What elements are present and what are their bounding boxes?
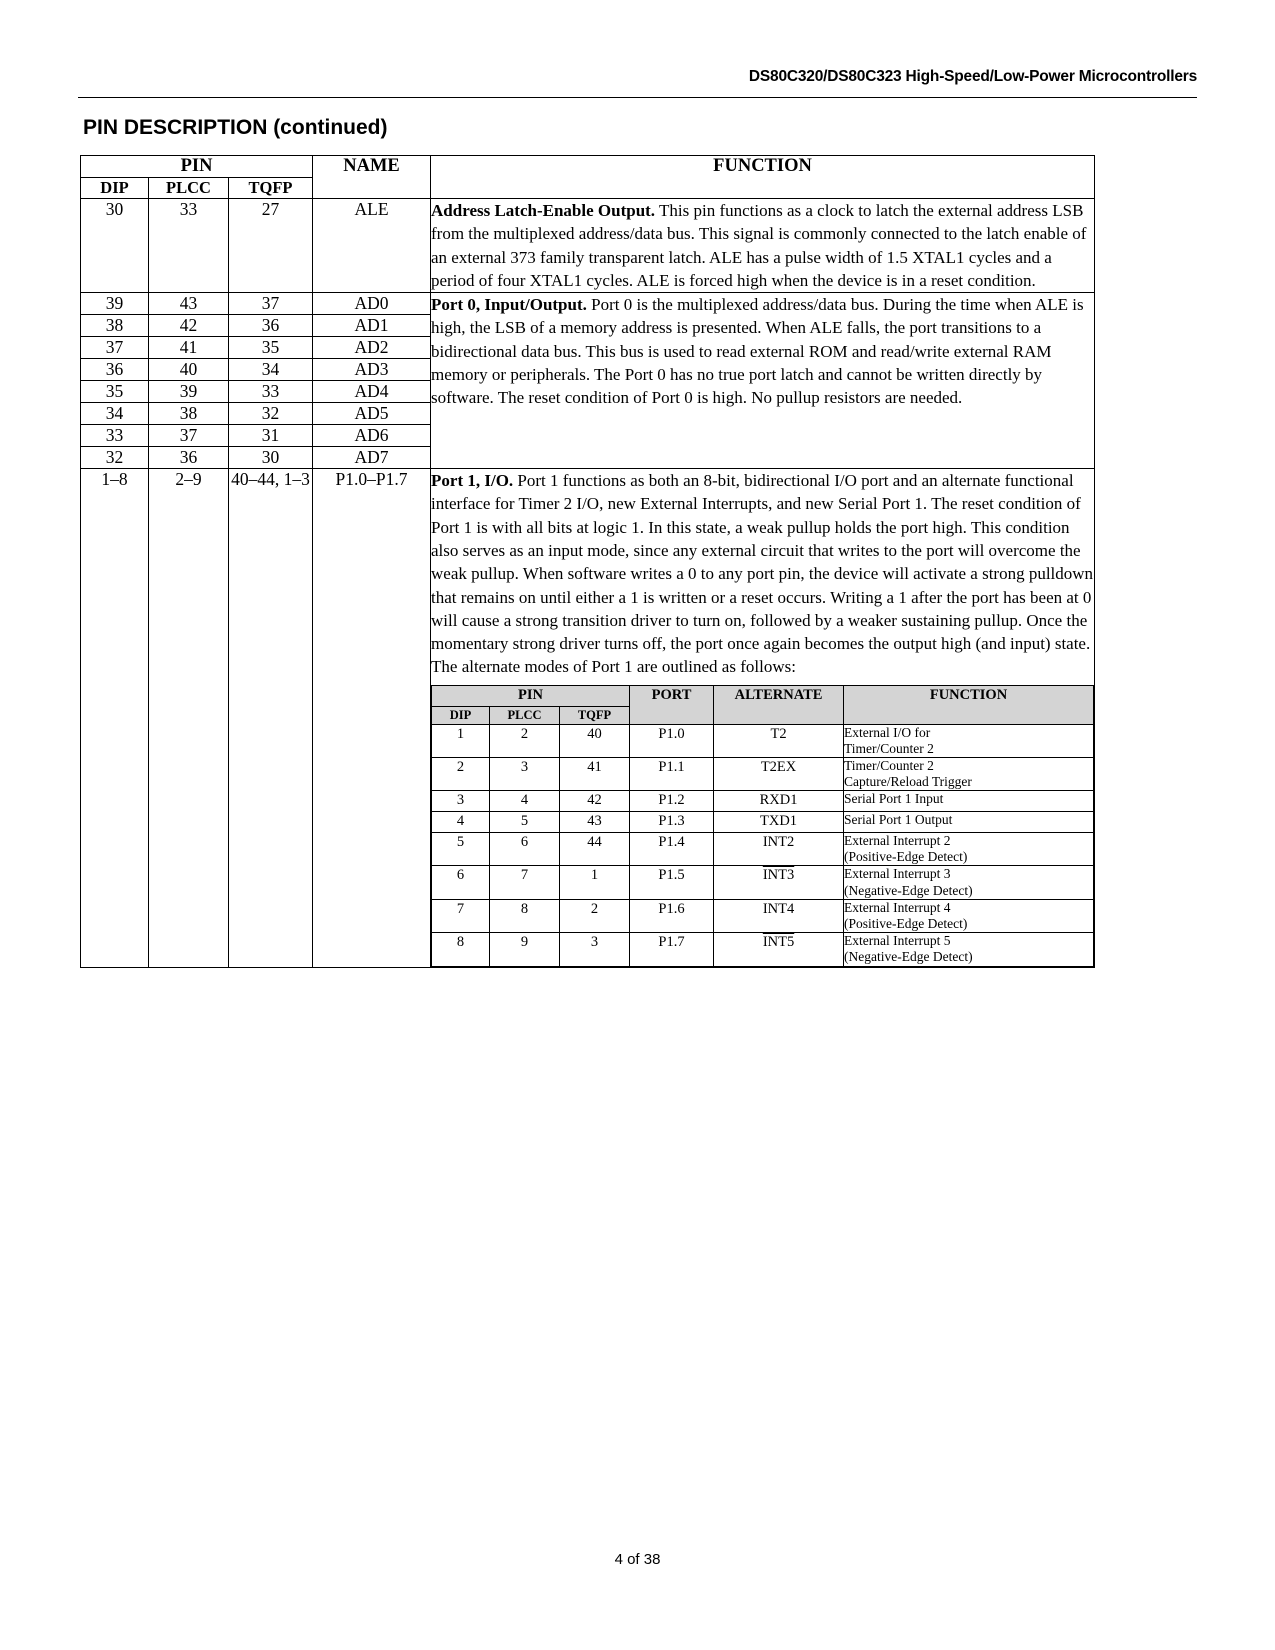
subheader-alternate: ALTERNATE	[714, 685, 844, 724]
cell-plcc: 36	[149, 447, 229, 469]
function-line-1: Timer/Counter 2	[844, 758, 934, 774]
subcell-function	[844, 791, 1094, 812]
subcell-dip: 8	[432, 933, 490, 966]
cell-name: AD3	[313, 359, 431, 381]
cell-tqfp: 34	[229, 359, 313, 381]
subcell-plcc: 4	[490, 791, 560, 812]
function-title: Port 0, Input/Output.	[431, 295, 587, 315]
cell-tqfp: 30	[229, 447, 313, 469]
subcell-plcc: 9	[490, 933, 560, 966]
subcell-tqfp: 3	[560, 933, 630, 966]
subcell-port: P1.3	[630, 812, 714, 833]
function-line-2: (Positive-Edge Detect)	[844, 916, 968, 932]
subcell-function	[844, 866, 1094, 899]
table-row	[81, 469, 1095, 967]
subcell-plcc: 8	[490, 899, 560, 932]
cell-plcc: 38	[149, 403, 229, 425]
table-row	[81, 199, 1095, 293]
cell-name: P1.0–P1.7	[313, 469, 431, 967]
subheader-dip: DIP	[432, 706, 490, 724]
subcell-tqfp: 2	[560, 899, 630, 932]
header-plcc: PLCC	[149, 178, 229, 199]
subcell-function	[844, 758, 1094, 791]
cell-dip: 38	[81, 315, 149, 337]
cell-function	[431, 469, 1095, 967]
subcell-function	[844, 724, 1094, 757]
function-line-1: External Interrupt 5	[844, 933, 951, 949]
subcell-dip: 2	[432, 758, 490, 791]
cell-plcc: 39	[149, 381, 229, 403]
cell-name: AD6	[313, 425, 431, 447]
subcell-port: P1.1	[630, 758, 714, 791]
cell-tqfp: 40–44, 1–3	[229, 469, 313, 967]
subcell-function	[844, 899, 1094, 932]
function-line-2: (Negative-Edge Detect)	[844, 949, 973, 965]
function-body: This pin functions as a clock to latch the external address LSB from the multiplexed address/data bus. This signal is commonly connected to the latch enable of an external 373 family transparent latch. ALE has a pulse width of 1.5 XTAL1 cycles and a period of four XTAL1 cycles. ALE is forced high when the device is in a reset condition.	[431, 201, 1087, 290]
cell-plcc: 33	[149, 199, 229, 293]
subcell-alternate: RXD1	[714, 791, 844, 812]
subcell-plcc: 2	[490, 724, 560, 757]
cell-name: AD5	[313, 403, 431, 425]
header-divider	[78, 97, 1197, 98]
subcell-dip: 3	[432, 791, 490, 812]
cell-dip: 33	[81, 425, 149, 447]
cell-plcc: 37	[149, 425, 229, 447]
cell-tqfp: 36	[229, 315, 313, 337]
subtable-row	[432, 866, 1094, 899]
subcell-alternate: INT4	[714, 899, 844, 932]
subtable-row	[432, 791, 1094, 812]
cell-plcc: 2–9	[149, 469, 229, 967]
subheader-plcc: PLCC	[490, 706, 560, 724]
function-line-1: Serial Port 1 Output	[844, 812, 953, 828]
cell-plcc: 43	[149, 293, 229, 315]
cell-tqfp: 32	[229, 403, 313, 425]
cell-name: AD0	[313, 293, 431, 315]
function-line-2: Timer/Counter 2	[844, 740, 934, 756]
subcell-port: P1.7	[630, 933, 714, 966]
header-function: FUNCTION	[431, 156, 1095, 199]
function-title: Port 1, I/O.	[431, 471, 514, 491]
subcell-plcc: 7	[490, 866, 560, 899]
function-line-1: External Interrupt 3	[844, 866, 951, 882]
port1-alternate-function-table	[431, 685, 1094, 967]
function-line-1: Serial Port 1 Input	[844, 791, 944, 807]
subtable-row	[432, 812, 1094, 833]
subcell-tqfp: 41	[560, 758, 630, 791]
subcell-dip: 5	[432, 833, 490, 866]
cell-dip: 1–8	[81, 469, 149, 967]
alternate-signal-overline: INT3	[762, 867, 795, 884]
cell-function	[431, 199, 1095, 293]
subcell-tqfp: 1	[560, 866, 630, 899]
cell-function	[431, 293, 1095, 469]
table-header-row	[81, 156, 1095, 178]
cell-tqfp: 33	[229, 381, 313, 403]
cell-tqfp: 27	[229, 199, 313, 293]
subcell-tqfp: 44	[560, 833, 630, 866]
subcell-dip: 4	[432, 812, 490, 833]
header-dip: DIP	[81, 178, 149, 199]
subtable-row	[432, 758, 1094, 791]
subheader-function: FUNCTION	[844, 685, 1094, 724]
subcell-port: P1.4	[630, 833, 714, 866]
cell-dip: 39	[81, 293, 149, 315]
pin-description-table	[80, 155, 1095, 968]
cell-dip: 36	[81, 359, 149, 381]
subcell-plcc: 5	[490, 812, 560, 833]
cell-name: AD1	[313, 315, 431, 337]
function-line-1: External Interrupt 4	[844, 899, 951, 915]
table-row	[81, 293, 1095, 315]
function-line-1: External I/O for	[844, 724, 931, 740]
subheader-pin-group: PIN	[432, 685, 630, 706]
cell-name: AD7	[313, 447, 431, 469]
subcell-tqfp: 43	[560, 812, 630, 833]
subcell-dip: 1	[432, 724, 490, 757]
function-title: Address Latch-Enable Output.	[431, 201, 656, 220]
cell-tqfp: 35	[229, 337, 313, 359]
cell-tqfp: 37	[229, 293, 313, 315]
subcell-tqfp: 42	[560, 791, 630, 812]
subcell-dip: 7	[432, 899, 490, 932]
header-pin-group: PIN	[81, 156, 313, 178]
cell-tqfp: 31	[229, 425, 313, 447]
section-heading: PIN DESCRIPTION (continued)	[83, 116, 388, 139]
subcell-alternate: T2EX	[714, 758, 844, 791]
subcell-plcc: 3	[490, 758, 560, 791]
cell-dip: 30	[81, 199, 149, 293]
function-line-2: (Positive-Edge Detect)	[844, 849, 968, 865]
subcell-port: P1.6	[630, 899, 714, 932]
cell-dip: 37	[81, 337, 149, 359]
subheader-tqfp: TQFP	[560, 706, 630, 724]
subcell-dip: 6	[432, 866, 490, 899]
function-body: Port 1 functions as both an 8-bit, bidirectional I/O port and an alternate functional interface for Timer 2 I/O, new External Interrupts, and new Serial Port 1. The reset condition of Port 1 is with all bits at logic 1. In this state, a weak pullup holds the port high. This condition also serves as an input mode, since any external circuit that writes to the port will overcome the weak pullup. When software writes a 0 to any port pin, the device will activate a strong pulldown that remains on until either a 1 is written or a reset occurs. Writing a 1 after the port has been at 0 will cause a strong transition driver to turn on, followed by a weaker sustaining pullup. Once the momentary strong driver turns off, the port once again becomes the output high (and input) state. The alternate modes of Port 1 are outlined as follows:	[431, 471, 1094, 677]
function-line-2: (Negative-Edge Detect)	[844, 882, 973, 898]
cell-dip: 32	[81, 447, 149, 469]
alternate-signal-overline: INT5	[762, 934, 795, 951]
cell-dip: 34	[81, 403, 149, 425]
cell-name: AD2	[313, 337, 431, 359]
subcell-plcc: 6	[490, 833, 560, 866]
subcell-function	[844, 933, 1094, 966]
cell-plcc: 41	[149, 337, 229, 359]
function-line-1: External Interrupt 2	[844, 833, 951, 849]
subcell-function	[844, 833, 1094, 866]
subcell-alternate: T2	[714, 724, 844, 757]
header-tqfp: TQFP	[229, 178, 313, 199]
cell-plcc: 42	[149, 315, 229, 337]
subcell-port: P1.2	[630, 791, 714, 812]
cell-dip: 35	[81, 381, 149, 403]
subheader-port: PORT	[630, 685, 714, 724]
subcell-port: P1.5	[630, 866, 714, 899]
page-header-title: DS80C320/DS80C323 High-Speed/Low-Power Microcontrollers	[748, 68, 1197, 85]
subtable-row	[432, 724, 1094, 757]
page-footer: 4 of 38	[614, 1551, 661, 1568]
cell-plcc: 40	[149, 359, 229, 381]
subtable-row	[432, 833, 1094, 866]
cell-name: ALE	[313, 199, 431, 293]
subcell-alternate	[714, 933, 844, 966]
subcell-alternate: TXD1	[714, 812, 844, 833]
function-body: Port 0 is the multiplexed address/data bus. During the time when ALE is high, the LSB of a memory address is presented. When ALE falls, the port transitions to a bidirectional data bus. This bus is used to read external ROM and read/write external RAM memory or peripherals. The Port 0 has no true port latch and cannot be written directly by software. The reset condition of Port 0 is high. No pullup resistors are needed.	[431, 295, 1084, 408]
subcell-alternate: INT2	[714, 833, 844, 866]
header-name: NAME	[313, 156, 431, 199]
function-line-2: Capture/Reload Trigger	[844, 774, 972, 790]
subcell-alternate	[714, 866, 844, 899]
cell-name: AD4	[313, 381, 431, 403]
subcell-port: P1.0	[630, 724, 714, 757]
subtable-row	[432, 933, 1094, 966]
subtable-row	[432, 899, 1094, 932]
subcell-tqfp: 40	[560, 724, 630, 757]
subtable-header-row	[432, 685, 1094, 706]
subcell-function	[844, 812, 1094, 833]
